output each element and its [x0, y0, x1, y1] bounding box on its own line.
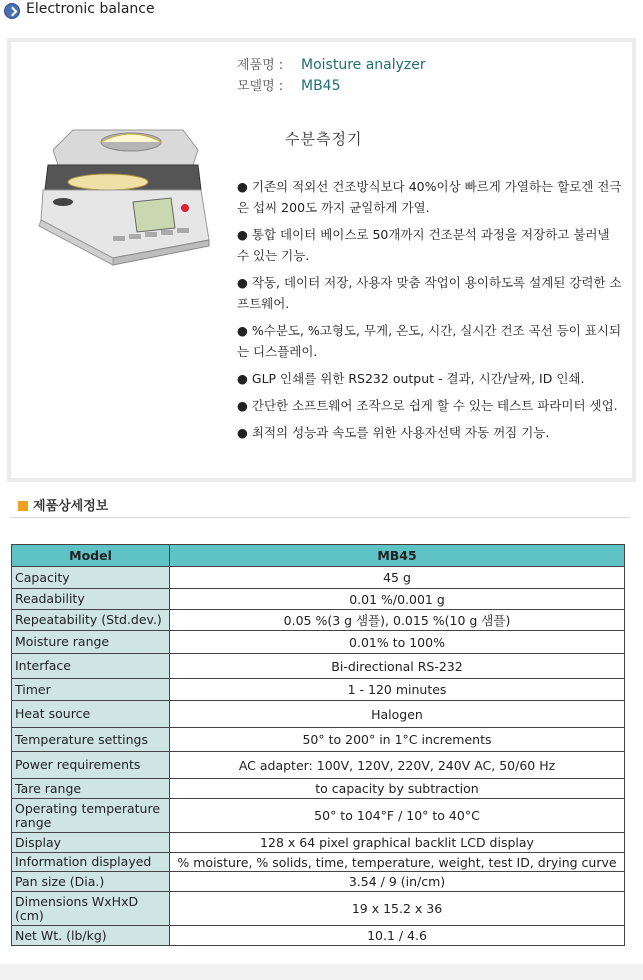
spec-label: Net Wt. (lb/kg) — [12, 926, 170, 946]
header-cell-value: MB45 — [170, 545, 625, 567]
spec-label: Timer — [12, 679, 170, 701]
spec-label: Information displayed — [12, 853, 170, 872]
spec-value: 0.05 %(3 g 샘플), 0.015 %(10 g 샘플) — [170, 610, 625, 631]
spec-value: Halogen — [170, 701, 625, 728]
spec-label: Operating temperature range — [12, 799, 170, 833]
spec-label: Heat source — [12, 701, 170, 728]
feature-item: ● GLP 인쇄를 위한 RS232 output - 결과, 시간/날짜, ID 인쇄. — [237, 371, 585, 386]
spec-value: 3.54 / 9 (in/cm) — [170, 872, 625, 892]
table-row — [12, 631, 625, 654]
model-name-value: MB45 — [301, 78, 341, 94]
table-row — [12, 728, 625, 752]
spec-label: Capacity — [12, 567, 170, 589]
spec-label: Pan size (Dia.) — [12, 872, 170, 892]
product-korean-title: 수분측정기 — [285, 130, 363, 148]
arrow-circle-icon — [4, 3, 20, 19]
spec-label: Interface — [12, 654, 170, 679]
table-row — [12, 752, 625, 779]
feature-list — [237, 176, 625, 449]
spec-label: Tare range — [12, 779, 170, 799]
spec-label: Moisture range — [12, 631, 170, 654]
table-row — [12, 926, 625, 946]
table-row — [12, 892, 625, 926]
table-row — [12, 833, 625, 853]
table-row — [12, 589, 625, 610]
spec-value: 45 g — [170, 567, 625, 589]
spec-value: 50° to 200° in 1°C increments — [170, 728, 625, 752]
spec-label: Power requirements — [12, 752, 170, 779]
spec-value: to capacity by subtraction — [170, 779, 625, 799]
spec-table — [11, 544, 625, 946]
spec-label: Dimensions WxHxD (cm) — [12, 892, 170, 926]
spec-label: Repeatability (Std.dev.) — [12, 610, 170, 631]
table-row — [12, 799, 625, 833]
spec-value: Bi-directional RS-232 — [170, 654, 625, 679]
table-row — [12, 872, 625, 892]
feature-item: ● 기존의 적외선 건조방식보다 40%이상 빠르게 가열하는 할로겐 전극은 섭씨 200도 까지 균일하게 가열. — [237, 179, 622, 215]
feature-item: ● 통합 데이터 베이스로 50개까지 건조분석 과정을 저장하고 불러낼 수 있는 기능. — [237, 227, 610, 263]
spec-value: AC adapter: 100V, 120V, 220V, 240V AC, 50/60 Hz — [170, 752, 625, 779]
spec-value: 0.01% to 100% — [170, 631, 625, 654]
table-row — [12, 567, 625, 589]
feature-item: ● %수분도, %고형도, 무게, 온도, 시간, 실시간 건조 곡선 등이 표시되는 디스플레이. — [237, 323, 622, 359]
product-name-row — [237, 54, 426, 73]
page-title: Electronic balance — [26, 1, 155, 17]
table-row — [12, 701, 625, 728]
spec-value: 0.01 %/0.001 g — [170, 589, 625, 610]
section-title — [18, 495, 108, 514]
feature-item: ● 간단한 소프트웨어 조작으로 쉽게 할 수 있는 테스트 파라미터 셋업. — [237, 398, 618, 413]
section-divider — [10, 517, 630, 518]
spec-value: 1 - 120 minutes — [170, 679, 625, 701]
orange-square-icon — [18, 501, 28, 511]
header-cell-model: Model — [12, 545, 170, 567]
spec-value: 128 x 64 pixel graphical backlit LCD display — [170, 833, 625, 853]
footer-bar — [0, 964, 643, 980]
spec-value: 10.1 / 4.6 — [170, 926, 625, 946]
spec-value: 50° to 104°F / 10° to 40°C — [170, 799, 625, 833]
spec-value: 19 x 15.2 x 36 — [170, 892, 625, 926]
spec-label: Readability — [12, 589, 170, 610]
spec-label: Display — [12, 833, 170, 853]
spec-table-header — [12, 545, 625, 567]
feature-item: ● 작동, 데이터 저장, 사용자 맞춤 작업이 용이하도록 설계된 강력한 소프트웨어. — [237, 275, 622, 311]
table-row — [12, 610, 625, 631]
moisture-analyzer-photo — [33, 90, 213, 270]
product-summary-box — [10, 41, 633, 479]
page-header — [0, 0, 643, 24]
model-name-key: 모델명 : — [237, 79, 284, 94]
product-name-key: 제품명 : — [237, 58, 284, 73]
section-title-label: 제품상세정보 — [33, 499, 109, 514]
feature-item: ● 최적의 성능과 속도를 위한 사용자선택 자동 꺼짐 기능. — [237, 425, 550, 440]
product-name-value: Moisture analyzer — [301, 57, 426, 73]
spec-label: Temperature settings — [12, 728, 170, 752]
table-row — [12, 779, 625, 799]
model-name-row — [237, 75, 341, 94]
table-row — [12, 679, 625, 701]
table-row — [12, 654, 625, 679]
table-row — [12, 853, 625, 872]
spec-value: % moisture, % solids, time, temperature, weight, test ID, drying curve — [170, 853, 625, 872]
